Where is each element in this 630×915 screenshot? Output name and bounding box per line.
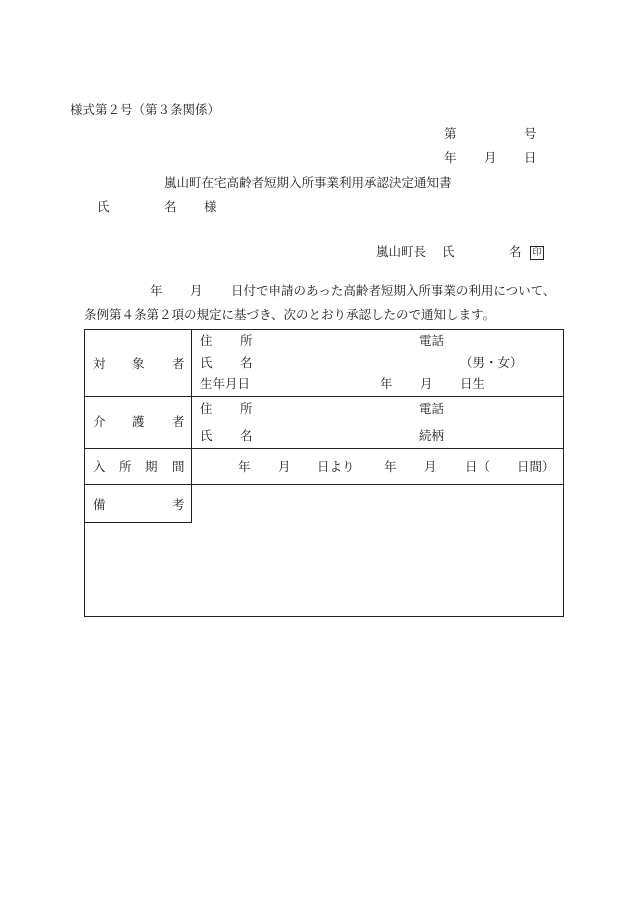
addressee-sama: 様 (204, 199, 217, 214)
form-number: 様式第２号（第３条関係） (70, 102, 221, 117)
period-header-4: 間 (172, 459, 185, 474)
addressee-mei: 名 (164, 199, 177, 214)
doc-number-dai: 第 (444, 126, 457, 141)
period-to-month: 月 (424, 459, 437, 474)
subject-address-label-2: 所 (240, 333, 253, 348)
issuer-seal (530, 245, 544, 260)
caregiver-relation-label: 続柄 (419, 428, 445, 443)
remarks-header-2: 考 (172, 497, 185, 512)
table-rule-1 (84, 396, 564, 397)
subject-header-2: 象 (132, 356, 145, 371)
period-days: 日間） (517, 459, 555, 474)
subject-birth-month: 月 (420, 376, 433, 391)
body-line2: 条例第４条第２項の規定に基づき、次のとおり承認したので通知します。 (84, 307, 496, 322)
table-rule-2 (84, 448, 564, 449)
period-from-month: 月 (278, 459, 291, 474)
table-rule-right (563, 329, 564, 617)
subject-birth-day: 日生 (460, 376, 486, 391)
document-title: 嵐山町在宅高齢者短期入所事業利用承認決定通知書 (164, 175, 452, 190)
table-rule-bottom (84, 616, 564, 617)
subject-phone-label: 電話 (419, 333, 445, 348)
caregiver-header-3: 者 (172, 414, 185, 429)
approval-table (84, 329, 564, 617)
caregiver-address-label-2: 所 (240, 401, 253, 416)
table-rule-remarks (84, 522, 192, 523)
caregiver-name-label-1: 氏 (200, 428, 213, 443)
subject-gender: （男・女） (460, 355, 523, 370)
period-header-3: 期 (145, 459, 158, 474)
issuer-label: 嵐山町長 (376, 244, 427, 259)
table-rule-left (84, 329, 85, 617)
doc-number-go: 号 (524, 126, 537, 141)
date-month: 月 (484, 150, 497, 165)
date-year: 年 (444, 150, 457, 165)
table-rule-3 (84, 484, 564, 485)
body-line1: 日付で申請のあった高齢者短期入所事業の利用について、 (231, 283, 556, 298)
issuer-shi: 氏 (442, 244, 455, 259)
addressee-shi: 氏 (97, 199, 110, 214)
subject-header-1: 対 (93, 356, 106, 371)
remarks-header-1: 備 (93, 497, 106, 512)
period-header-1: 入 (93, 459, 106, 474)
subject-birth-year: 年 (380, 376, 393, 391)
subject-name-label-2: 名 (240, 355, 253, 370)
subject-name-label-1: 氏 (200, 355, 213, 370)
body-month: 月 (190, 283, 203, 298)
subject-birth-label: 生年月日 (200, 376, 251, 391)
table-rule-top (84, 329, 564, 330)
subject-address-label-1: 住 (200, 333, 213, 348)
seal-mark: 印 (530, 246, 544, 260)
body-year: 年 (150, 283, 163, 298)
subject-header-3: 者 (172, 356, 185, 371)
period-header-2: 所 (119, 459, 132, 474)
caregiver-header-1: 介 (93, 414, 106, 429)
period-from-year: 年 (238, 459, 251, 474)
caregiver-header-2: 護 (132, 414, 145, 429)
issuer-mei: 名 (509, 244, 522, 259)
period-to-day: 日（ (465, 459, 491, 474)
table-rule-header-col (191, 329, 192, 523)
caregiver-phone-label: 電話 (419, 401, 445, 416)
period-to-year: 年 (384, 459, 397, 474)
period-from-day: 日より (317, 459, 355, 474)
caregiver-name-label-2: 名 (240, 428, 253, 443)
date-day: 日 (524, 150, 537, 165)
caregiver-address-label-1: 住 (200, 401, 213, 416)
